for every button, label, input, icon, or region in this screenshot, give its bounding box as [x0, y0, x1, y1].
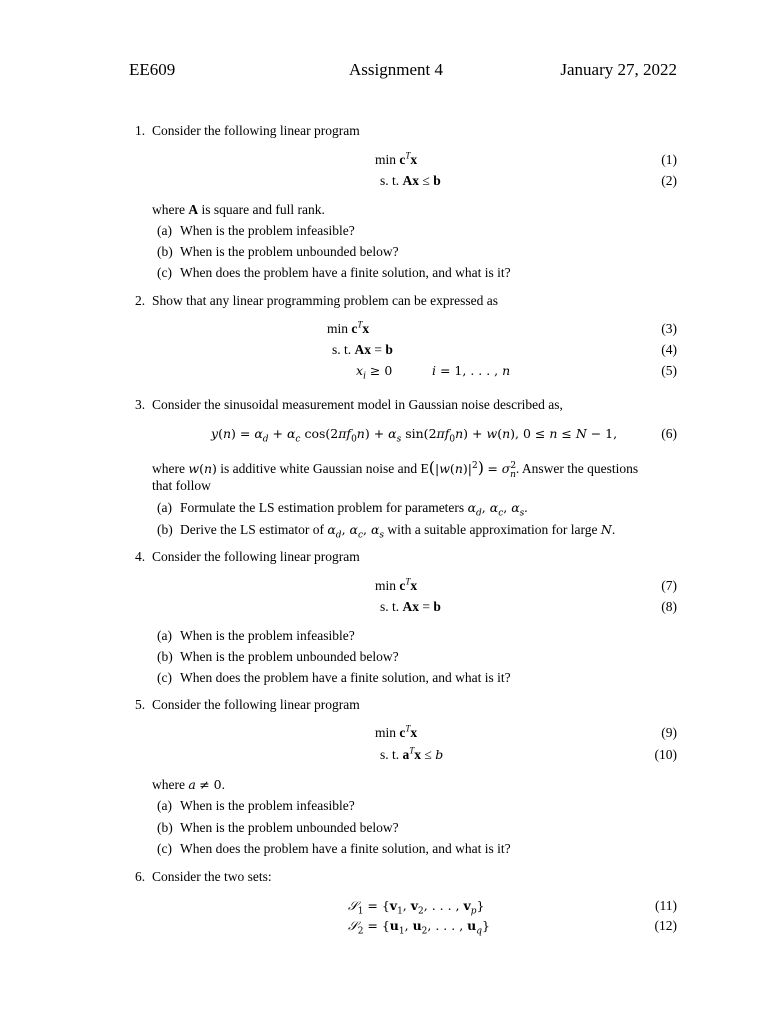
equation-number: (8)	[661, 599, 677, 614]
problem-1-note: where A is square and full rank.	[152, 202, 325, 217]
part-text: When is the problem infeasible?	[180, 223, 355, 238]
problem-5-objective: $\min c^Tx$	[375, 723, 418, 740]
part-letter: (c)	[157, 670, 172, 685]
part-text: Derive the LS estimator of $\alpha_d$, $\alpha_c$, $\alpha_s$ with a suitable approximation for large N.	[180, 522, 616, 541]
problem-4-constraint: s. t. Ax = b	[380, 599, 441, 614]
equation-number: (6)	[661, 426, 677, 441]
part-letter: (a)	[157, 798, 172, 813]
problem-6-number: 6.	[135, 869, 146, 884]
assignment-date: January 27, 2022	[560, 60, 677, 79]
part-letter: (b)	[157, 522, 173, 537]
problem-5-intro: Consider the following linear program	[152, 697, 360, 712]
part-letter: (a)	[157, 628, 172, 643]
part-letter: (b)	[157, 649, 173, 664]
part-letter: (b)	[157, 820, 173, 835]
problem-1-intro: Consider the following linear program	[152, 123, 360, 138]
part-letter: (c)	[157, 265, 172, 280]
equation-number: (3)	[661, 321, 677, 336]
problem-1-number: 1.	[135, 123, 146, 138]
part-letter: (c)	[157, 841, 172, 856]
equation-number: (10)	[654, 747, 677, 762]
set-s2-definition: 𝒮$_2$ = {$u_1$, $u_2$, . . . , $u_q$}	[348, 918, 490, 937]
part-text: When is the problem infeasible?	[180, 628, 355, 643]
part-letter: (b)	[157, 244, 173, 259]
part-text: When does the problem have a finite solution, and what is it?	[180, 841, 511, 856]
equation-number: (5)	[661, 363, 677, 378]
assignment-title: Assignment 4	[349, 60, 443, 79]
set-s1-definition: 𝒮$_1$ = {$v_1$, $v_2$, . . . , $v_p$}	[348, 898, 485, 917]
problem-3-note-line-2: that follow	[152, 478, 211, 493]
problem-5-note: where a ≠ 0.	[152, 777, 225, 792]
problem-5-constraint: s. t. $a^Tx \le b$	[380, 745, 444, 762]
equation-number: (11)	[655, 898, 677, 913]
problem-2-objective: $\min c^Tx$	[327, 319, 370, 336]
problem-2-intro: Show that any linear programming problem can be expressed as	[152, 293, 499, 308]
course-code: EE609	[129, 60, 176, 79]
problem-3-intro: Consider the sinusoidal measurement model in Gaussian noise described as,	[152, 397, 563, 412]
problem-1-constraint: s. t. Ax ≤ b	[380, 173, 441, 188]
problem-2-constraint: s. t. Ax = b	[332, 342, 393, 357]
problem-4-number: 4.	[135, 549, 146, 564]
part-letter: (a)	[157, 500, 172, 515]
problem-4-objective: $\min c^Tx$	[375, 576, 418, 593]
problem-5-number: 5.	[135, 697, 146, 712]
equation-number: (2)	[661, 173, 677, 188]
problem-2-index-range: i = 1, . . . , n	[432, 363, 511, 378]
equation-number: (9)	[661, 725, 677, 740]
problem-3-model-equation: $y(n) = \alpha_d + \alpha_c$ $\cos(2\pi f_0n) + \alpha_s$ $\sin(2\pi f_0n) + w(n)$, 0 ≤ n ≤ N − 1,	[211, 426, 618, 445]
part-text: When does the problem have a finite solution, and what is it?	[180, 265, 511, 280]
part-text: When is the problem infeasible?	[180, 798, 355, 813]
part-text: When is the problem unbounded below?	[180, 649, 399, 664]
problem-4-intro: Consider the following linear program	[152, 549, 360, 564]
equation-number: (12)	[654, 918, 677, 933]
equation-number: (4)	[661, 342, 677, 357]
part-text: Formulate the LS estimation problem for parameters $\alpha_d$, $\alpha_c$, $\alpha_s$.	[180, 500, 528, 519]
problem-2-number: 2.	[135, 293, 146, 308]
part-text: When is the problem unbounded below?	[180, 820, 399, 835]
part-letter: (a)	[157, 223, 172, 238]
problem-3-number: 3.	[135, 397, 146, 412]
problem-6-intro: Consider the two sets:	[152, 869, 272, 884]
problem-1-objective: $\min c^Tx$	[375, 150, 418, 167]
problem-3-note-line-1: where w(n) is additive white Gaussian noise and $E(|w(n)|^2) = \sigma^2_n$. Answer the questions	[152, 458, 639, 480]
equation-number: (7)	[661, 578, 677, 593]
problem-2-nonneg: $x_i \ge 0$	[356, 363, 393, 382]
part-text: When is the problem unbounded below?	[180, 244, 399, 259]
equation-number: (1)	[661, 152, 677, 167]
part-text: When does the problem have a finite solution, and what is it?	[180, 670, 511, 685]
